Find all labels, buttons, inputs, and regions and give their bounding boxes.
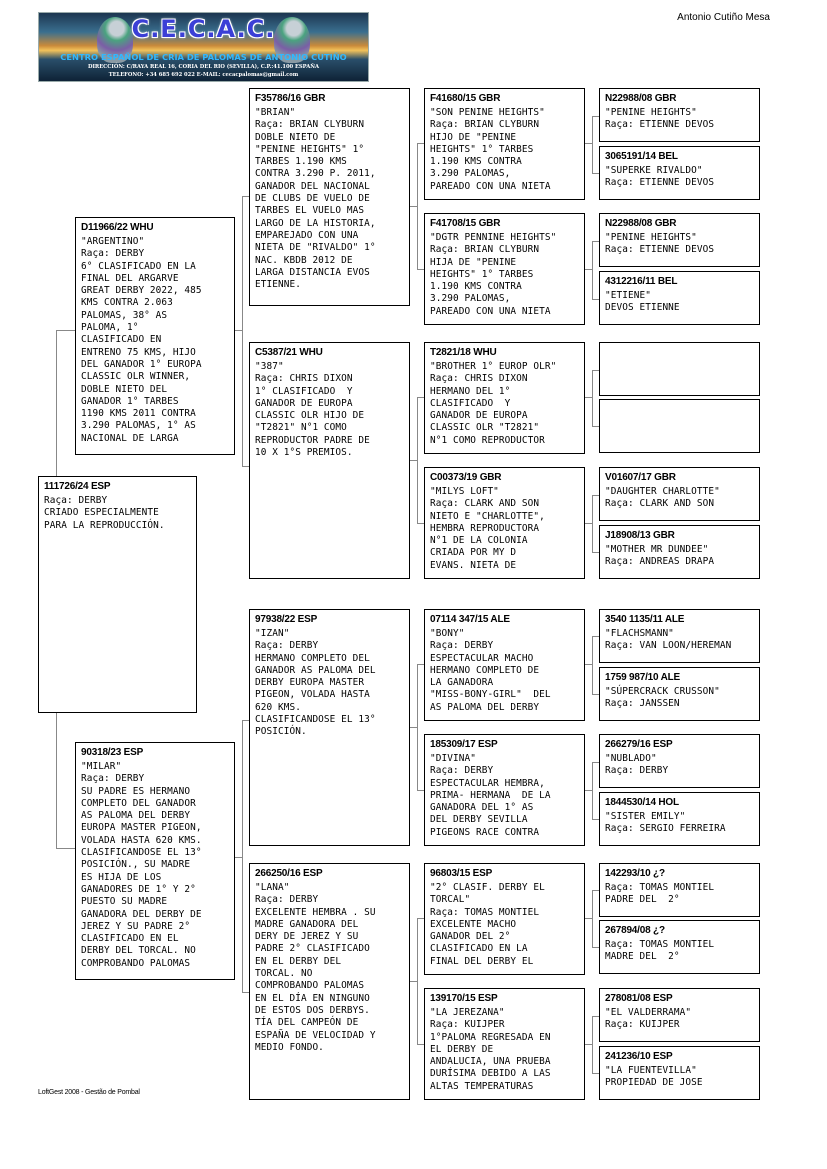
bird-info-line: Raça: DERBY: [81, 773, 145, 785]
ring-number: 266250/16 ESP: [255, 868, 323, 879]
bird-info-line: COMPROBANDO PALOMAS: [81, 957, 191, 969]
bird-info-line: 3.290 PALOMAS,: [430, 168, 511, 180]
great-great-grandparents-card: [599, 399, 760, 453]
bird-info-line: GANADOR DEL NACIONAL: [255, 180, 370, 192]
bird-info-line: "ETIENE": [605, 290, 651, 301]
bird-info-line: "BONY": [430, 628, 465, 639]
connector: [592, 552, 599, 553]
connector: [584, 397, 592, 398]
bird-info-line: Raça: BRIAN CLYBURN: [430, 244, 540, 256]
bird-info-line: POSICIÓN.: [255, 726, 307, 738]
bird-info-line: HIJO DE "PENINE: [430, 131, 517, 143]
great-great-grandparents-card: [599, 609, 760, 663]
bird-info-line: PIGEONS RACE CONTRA: [430, 826, 540, 838]
connector: [592, 116, 593, 173]
bird-info-line: ANDALUCIA, UNA PRUEBA: [430, 1056, 551, 1068]
bird-info-line: KMS CONTRA 2.063: [81, 297, 173, 309]
ring-number: 96803/15 ESP: [430, 868, 493, 879]
bird-info-line: TORCAL": [430, 894, 471, 906]
connector: [417, 664, 418, 790]
connector: [584, 790, 592, 791]
bird-info-line: PALOMA, 1°: [81, 322, 139, 334]
bird-info-line: FINAL DEL ARGARVE: [81, 272, 179, 284]
ring-number: 267894/08 ¿?: [605, 925, 665, 936]
bird-info-line: "387": [255, 361, 284, 372]
connector: [234, 857, 242, 858]
great-great-grandparents-card: [599, 467, 760, 521]
bird-info-line: N°1 DE LA COLONIA: [430, 535, 528, 547]
bird-info-line: Raça: DERBY: [605, 765, 669, 777]
great-grandparents-card: [424, 863, 585, 975]
bird-info-line: GANADOR AS PALOMA DEL: [255, 664, 376, 676]
bird-info-line: 3.290 PALOMAS,: [430, 293, 511, 305]
connector: [592, 1016, 593, 1073]
connector: [417, 1044, 424, 1045]
ring-number: 1759 987/10 ALE: [605, 672, 681, 683]
bird-info-line: "PENINE HEIGHTS" 1°: [255, 143, 365, 155]
logo-subtitle: CENTRO ESPAÑOL DE CRIA DE PALOMAS DE ANTONIO CUTIÑO: [60, 52, 347, 62]
bird-info-line: CLASSIC OLR WINNER,: [81, 371, 191, 383]
connector: [592, 762, 599, 763]
bird-info-line: 10 X 1°S PREMIOS.: [255, 447, 353, 459]
bird-info-line: "LANA": [255, 882, 290, 893]
connector: [417, 790, 424, 791]
bird-info-line: CLASIFICADO Y: [430, 397, 511, 409]
bird-info-line: EN EL DERBY DEL: [255, 955, 342, 967]
bird-info-line: Raça: SERGIO FERREIRA: [605, 823, 726, 835]
grandparents-card: [249, 609, 410, 846]
great-great-grandparents-card: [599, 734, 760, 788]
bird-info-line: NIETA DE "RIVALDO" 1°: [255, 242, 376, 254]
great-great-grandparents-card: [599, 988, 760, 1042]
bird-info-line: SU PADRE ES HERMANO: [81, 785, 191, 797]
connector: [417, 143, 418, 269]
bird-info-line: Raça: CLARK AND SON: [430, 498, 540, 510]
bird-info-line: COMPROBANDO PALOMAS: [255, 980, 365, 992]
great-great-grandparents-card: [599, 271, 760, 325]
connector: [242, 720, 243, 992]
bird-info-line: N°1 COMO REPRODUCTOR: [430, 434, 545, 446]
bird-info-line: HERMANO DEL 1°: [430, 385, 511, 397]
grandparents-card: [249, 88, 410, 306]
bird-info-line: "MILYS LOFT": [430, 486, 499, 497]
great-great-grandparents-card: [599, 1046, 760, 1100]
bird-info-line: PIGEON, VOLADA HASTA: [255, 689, 370, 701]
ring-number: 139170/15 ESP: [430, 993, 498, 1004]
bird-info-line: "IZAN": [255, 628, 290, 639]
bird-info-line: PUESTO SU MADRE: [81, 896, 168, 908]
bird-info-line: Raça: CHRIS DIXON: [430, 373, 528, 385]
bird-info-line: MEDIO FONDO.: [255, 1041, 324, 1053]
bird-info-line: ENTRENO 75 KMS, HIJO: [81, 346, 196, 358]
bird-info-line: 1.190 KMS CONTRA: [430, 156, 522, 168]
bird-info-line: PAREADO CON UNA NIETA: [430, 180, 551, 192]
bird-info-line: "SUPERKE RIVALDO": [605, 165, 703, 176]
bird-info-line: JEREZ Y SU PADRE 2°: [81, 920, 191, 932]
bird-info-line: ESPECTACULAR HEMBRA,: [430, 777, 545, 789]
connector: [417, 397, 418, 523]
bird-info-line: CLASIFICADO EN LA: [430, 943, 528, 955]
bird-info-line: FINAL DEL DERBY EL: [430, 955, 534, 967]
bird-info-line: 1190 KMS 2011 CONTRA: [81, 408, 196, 420]
bird-info-line: Raça: TOMAS MONTIEL: [605, 939, 715, 950]
great-great-grandparents-card: [599, 88, 760, 142]
connector: [234, 330, 242, 331]
bird-info-line: CLASIFICADO EN: [81, 334, 162, 346]
bird-info-line: "PENINE HEIGHTS": [605, 107, 697, 118]
bird-info-line: DERBY EUROPA MASTER: [255, 677, 365, 689]
bird-info-line: DE CLUBS DE VUELO DE: [255, 193, 370, 205]
bird-info-line: "MILAR": [81, 761, 122, 772]
bird-info-line: "PENINE HEIGHTS": [605, 232, 697, 243]
connector: [417, 523, 424, 524]
connector: [56, 330, 75, 331]
ring-number: 3065191/14 BEL: [605, 151, 678, 162]
connector: [592, 1016, 599, 1017]
bird-info-line: EUROPA MASTER PIGEON,: [81, 822, 202, 834]
bird-info-line: HERMANO COMPLETO DE: [430, 664, 540, 676]
ring-number: C00373/19 GBR: [430, 472, 502, 483]
bird-info-line: 3.290 PALOMAS, 1° AS: [81, 420, 196, 432]
bird-info-line: CLASSIC OLR HIJO DE: [255, 410, 365, 422]
bird-info-line: "SON PENINE HEIGHTS": [430, 107, 545, 118]
connector: [592, 636, 599, 637]
connector: [592, 636, 593, 694]
connector: [592, 495, 599, 496]
great-grandparents-card: [424, 342, 585, 454]
bird-info-line: Raça: TOMAS MONTIEL: [605, 882, 715, 893]
connector: [417, 397, 424, 398]
bird-info-line: VOLADA HASTA 620 KMS.: [81, 834, 202, 846]
ring-number: F41680/15 GBR: [430, 93, 501, 104]
connector: [242, 196, 243, 466]
bird-info-line: 620 KMS.: [255, 701, 301, 713]
bird-info-line: COMPLETO DEL GANADOR: [81, 797, 196, 809]
bird-info-line: Raça: BRIAN CLYBURN: [430, 119, 540, 131]
connector: [417, 143, 424, 144]
bird-info-line: DURÍSIMA DEBIDO A LAS: [430, 1068, 551, 1080]
connector: [592, 1073, 599, 1074]
connector: [409, 206, 417, 207]
bird-info-line: Raça: VAN LOON/HEREMAN: [605, 640, 732, 652]
great-great-grandparents-card: [599, 525, 760, 579]
bird-info-line: TARBES EL VUELO MAS: [255, 205, 365, 217]
great-grandparents-card: [424, 609, 585, 721]
bird-info-line: DEVOS ETIENNE: [605, 302, 680, 314]
ring-number: V01607/17 GBR: [605, 472, 676, 483]
bird-info-line: HEMBRA REPRODUCTORA: [430, 522, 540, 534]
great-great-grandparents-card: [599, 213, 760, 267]
bird-info-line: Raça: ETIENNE DEVOS: [605, 177, 715, 189]
bird-info-line: 1.190 KMS CONTRA: [430, 281, 522, 293]
bird-info-line: CLASIFICANDOSE EL 13°: [81, 847, 202, 859]
connector: [592, 890, 599, 891]
connector: [417, 664, 424, 665]
bird-info-line: AS PALOMA DEL DERBY: [81, 810, 191, 822]
connector: [592, 890, 593, 947]
bird-info-line: DEL GANADOR 1° EUROPA: [81, 358, 202, 370]
bird-info-line: Raça: CHRIS DIXON: [255, 373, 353, 385]
bird-info-line: DE ESTOS DOS DERBYS.: [255, 1004, 370, 1016]
bird-info-line: "EL VALDERRAMA": [605, 1007, 692, 1018]
bird-info-line: DERY DE JEREZ Y SU: [255, 931, 359, 943]
bird-info-line: "2° CLASIF. DERBY EL: [430, 882, 545, 893]
bird-info-line: GANADORES DE 1° Y 2°: [81, 883, 196, 895]
bird-info-line: EL DERBY DE: [430, 1043, 494, 1055]
connector: [417, 918, 424, 919]
sire-card: [75, 217, 235, 455]
connector: [56, 712, 57, 848]
connector: [592, 370, 593, 426]
bird-info-line: "SÚPERCRACK CRUSSON": [605, 686, 720, 697]
bird-info-line: CRIADO ESPECIALMENTE: [44, 507, 159, 519]
bird-info-line: GANADOR DE EUROPA: [255, 397, 353, 409]
bird-info-line: EN EL DÍA EN NINGUNO: [255, 992, 370, 1004]
bird-info-line: 1°PALOMA REGRESADA EN: [430, 1031, 551, 1043]
bird-info-line: PALOMAS, 38° AS: [81, 309, 168, 321]
bird-info-line: AS PALOMA DEL DERBY: [430, 701, 540, 713]
great-grandparents-card: [424, 467, 585, 579]
bird-info-line: EXCELENTE HEMBRA . SU: [255, 906, 376, 918]
subject-bird-card: [38, 476, 197, 713]
bird-info-line: NAC. KBDB 2012 DE: [255, 254, 353, 266]
bird-info-line: "MOTHER MR DUNDEE": [605, 544, 709, 555]
bird-info-line: Raça: KUIJPER: [430, 1019, 505, 1031]
connector: [584, 918, 592, 919]
bird-info-line: ALTAS TEMPERATURAS: [430, 1080, 534, 1092]
bird-info-line: PADRE 2° CLASIFICADO: [255, 943, 370, 955]
bird-info-line: GANADORA DEL DERBY DE: [81, 908, 202, 920]
ring-number: 185309/17 ESP: [430, 739, 498, 750]
bird-info-line: CRIADA POR MY D: [430, 547, 517, 559]
ring-number: J18908/13 GBR: [605, 530, 675, 541]
bird-info-line: ES HIJA DE LOS: [81, 871, 162, 883]
great-great-grandparents-card: [599, 667, 760, 721]
bird-info-line: ETIENNE.: [255, 279, 301, 291]
great-great-grandparents-card: [599, 146, 760, 200]
grandparents-card: [249, 342, 410, 579]
bird-info-line: "MISS-BONY-GIRL" DEL: [430, 689, 551, 701]
ring-number: 241236/10 ESP: [605, 1051, 673, 1062]
connector: [592, 241, 593, 299]
bird-info-line: Raça: DERBY: [430, 765, 494, 777]
ring-number: N22988/08 GBR: [605, 93, 677, 104]
bird-info-line: CLASIFICADO EN EL: [81, 933, 179, 945]
ring-number: 111726/24 ESP: [44, 481, 111, 492]
bird-info-line: ESPECTACULAR MACHO: [430, 652, 534, 664]
bird-info-line: "BRIAN": [255, 107, 296, 118]
bird-info-line: DERBY DEL TORCAL. NO: [81, 945, 196, 957]
bird-info-line: "DGTR PENNINE HEIGHTS": [430, 232, 557, 243]
connector: [584, 1044, 592, 1045]
connector: [592, 173, 599, 174]
logo-contact: TELEFONO: +34 685 692 022 E-MAIL: cecacpalomas@gmail.com: [108, 72, 299, 78]
connector: [584, 664, 592, 665]
great-grandparents-card: [424, 734, 585, 846]
bird-info-line: "LA JEREZANA": [430, 1007, 505, 1018]
great-great-grandparents-card: [599, 920, 760, 974]
bird-info-line: GANADORA DEL 1° AS: [430, 802, 534, 814]
great-grandparents-card: [424, 213, 585, 325]
great-great-grandparents-card: [599, 792, 760, 846]
bird-info-line: NIETO E "CHARLOTTE",: [430, 510, 545, 522]
bird-info-line: DOBLE NIETO DEL: [81, 383, 168, 395]
dam-card: [75, 742, 235, 980]
bird-info-line: "SISTER EMILY": [605, 811, 686, 822]
owner-name: Antonio Cutiño Mesa: [677, 12, 770, 23]
connector: [409, 981, 417, 982]
connector: [56, 330, 57, 476]
bird-info-line: EVANS. NIETA DE: [430, 559, 517, 571]
bird-info-line: POSICIÓN., SU MADRE: [81, 859, 191, 871]
ring-number: 3540 1135/11 ALE: [605, 614, 685, 625]
connector: [592, 762, 593, 819]
bird-info-line: CLASSIC OLR "T2821": [430, 422, 540, 434]
bird-info-line: "DAUGHTER CHARLOTTE": [605, 486, 720, 497]
bird-info-line: "T2821" N°1 COMO: [255, 422, 347, 434]
bird-info-line: PADRE DEL 2°: [605, 894, 680, 906]
ring-number: F41708/15 GBR: [430, 218, 501, 229]
bird-info-line: "NUBLADO": [605, 753, 657, 764]
bird-info-line: GANADOR DE EUROPA: [430, 410, 528, 422]
connector: [592, 947, 599, 948]
grandparents-card: [249, 863, 410, 1100]
club-logo: [38, 12, 369, 82]
bird-info-line: MADRE DEL 2°: [605, 951, 680, 963]
bird-info-line: PRIMA- HERMANA DE LA: [430, 789, 551, 801]
bird-info-line: PROPIEDAD DE JOSE: [605, 1077, 703, 1089]
bird-info-line: Raça: ANDREAS DRAPA: [605, 556, 715, 568]
ring-number: 1844530/14 HOL: [605, 797, 679, 808]
connector: [584, 143, 592, 144]
bird-info-line: LARGA DISTANCIA EVOS: [255, 266, 370, 278]
connector: [592, 819, 599, 820]
ring-number: 278081/08 ESP: [605, 993, 673, 1004]
great-great-grandparents-card: [599, 863, 760, 917]
bird-info-line: Raça: JANSSEN: [605, 698, 680, 710]
connector: [56, 848, 75, 849]
bird-info-line: "DIVINA": [430, 753, 476, 764]
bird-info-line: TARBES 1.190 KMS: [255, 156, 347, 168]
bird-info-line: Raça: BRIAN CLYBURN: [255, 119, 365, 131]
bird-info-line: Raça: CLARK AND SON: [605, 498, 715, 510]
logo-address: DIRECCIÓN: C/RAYA REAL 16, CORIA DEL RIO (SEVILLA), C.P.:41.100 ESPAÑA: [87, 64, 319, 70]
bird-info-line: Raça: DERBY: [255, 640, 319, 652]
great-great-grandparents-card: [599, 342, 760, 396]
bird-info-line: Raça: ETIENNE DEVOS: [605, 119, 715, 131]
bird-info-line: "LA FUENTEVILLA": [605, 1065, 697, 1076]
bird-info-line: EMPAREJADO CON UNA: [255, 229, 359, 241]
bird-info-line: GREAT DERBY 2022, 485: [81, 285, 202, 297]
ring-number: D11966/22 WHU: [81, 222, 154, 233]
bird-info-line: HIJA DE "PENINE: [430, 256, 517, 268]
connector: [592, 241, 599, 242]
connector: [592, 426, 599, 427]
connector: [584, 523, 592, 524]
ring-number: 90318/23 ESP: [81, 747, 144, 758]
bird-info-line: 6° CLASIFICADO EN LA: [81, 260, 196, 272]
bird-info-line: EXCELENTE MACHO: [430, 918, 517, 930]
great-grandparents-card: [424, 988, 585, 1100]
bird-info-line: PAREADO CON UNA NIETA: [430, 305, 551, 317]
bird-info-line: TORCAL. NO: [255, 968, 313, 980]
ring-number: F35786/16 GBR: [255, 93, 326, 104]
bird-info-line: HERMANO COMPLETO DEL: [255, 652, 370, 664]
bird-info-line: Raça: DERBY: [430, 640, 494, 652]
ring-number: 142293/10 ¿?: [605, 868, 665, 879]
connector: [409, 727, 417, 728]
bird-info-line: Raça: DERBY: [255, 894, 319, 906]
ring-number: 4312216/11 BEL: [605, 276, 678, 287]
connector: [592, 299, 599, 300]
bird-info-line: HEIGHTS" 1° TARBES: [430, 143, 534, 155]
bird-info-line: GANADOR DEL 2°: [430, 931, 511, 943]
ring-number: 97938/22 ESP: [255, 614, 318, 625]
software-footer: LoftGest 2008 - Gestão de Pombal: [38, 1089, 140, 1096]
bird-info-line: 1° CLASIFICADO Y: [255, 385, 353, 397]
connector: [584, 269, 592, 270]
connector: [592, 495, 593, 552]
bird-info-line: GANADOR 1° TARBES: [81, 395, 179, 407]
bird-info-line: PARA LA REPRODUCCIÓN.: [44, 519, 165, 531]
bird-info-line: Raça: ETIENNE DEVOS: [605, 244, 715, 256]
connector: [592, 116, 599, 117]
connector: [417, 269, 424, 270]
bird-info-line: CONTRA 3.290 P. 2011,: [255, 168, 376, 180]
bird-info-line: Raça: DERBY: [81, 248, 145, 260]
connector: [592, 694, 599, 695]
bird-info-line: MADRE GANADORA DEL: [255, 918, 359, 930]
bird-info-line: "FLACHSMANN": [605, 628, 674, 639]
bird-info-line: CLASIFICANDOSE EL 13°: [255, 714, 376, 726]
bird-info-line: LARGO DE LA HISTORIA,: [255, 217, 376, 229]
bird-info-line: ESPAÑA DE VELOCIDAD Y: [255, 1029, 376, 1041]
great-grandparents-card: [424, 88, 585, 200]
bird-info-line: "ARGENTINO": [81, 236, 145, 247]
bird-info-line: LA GANADORA: [430, 677, 494, 689]
ring-number: 07114 347/15 ALE: [430, 614, 510, 625]
ring-number: C5387/21 WHU: [255, 347, 323, 358]
ring-number: T2821/18 WHU: [430, 347, 497, 358]
bird-info-line: HEIGHTS" 1° TARBES: [430, 268, 534, 280]
bird-info-line: NACIONAL DE LARGA: [81, 432, 179, 444]
bird-info-line: REPRODUCTOR PADRE DE: [255, 434, 370, 446]
ring-number: 266279/16 ESP: [605, 739, 673, 750]
bird-info-line: "BROTHER 1° EUROP OLR": [430, 361, 557, 372]
bird-info-line: Raça: KUIJPER: [605, 1019, 680, 1031]
bird-info-line: TÍA DEL CAMPEÓN DE: [255, 1017, 359, 1029]
bird-info-line: Raça: TOMAS MONTIEL: [430, 906, 540, 918]
logo-title: C.E.C.A.C.: [131, 15, 276, 43]
ring-number: N22988/08 GBR: [605, 218, 677, 229]
bird-info-line: Raça: DERBY: [44, 495, 108, 506]
bird-info-line: DEL DERBY SEVILLA: [430, 814, 528, 826]
connector: [592, 370, 599, 371]
connector: [417, 918, 418, 1044]
bird-info-line: DOBLE NIETO DE: [255, 131, 336, 143]
connector: [409, 460, 417, 461]
